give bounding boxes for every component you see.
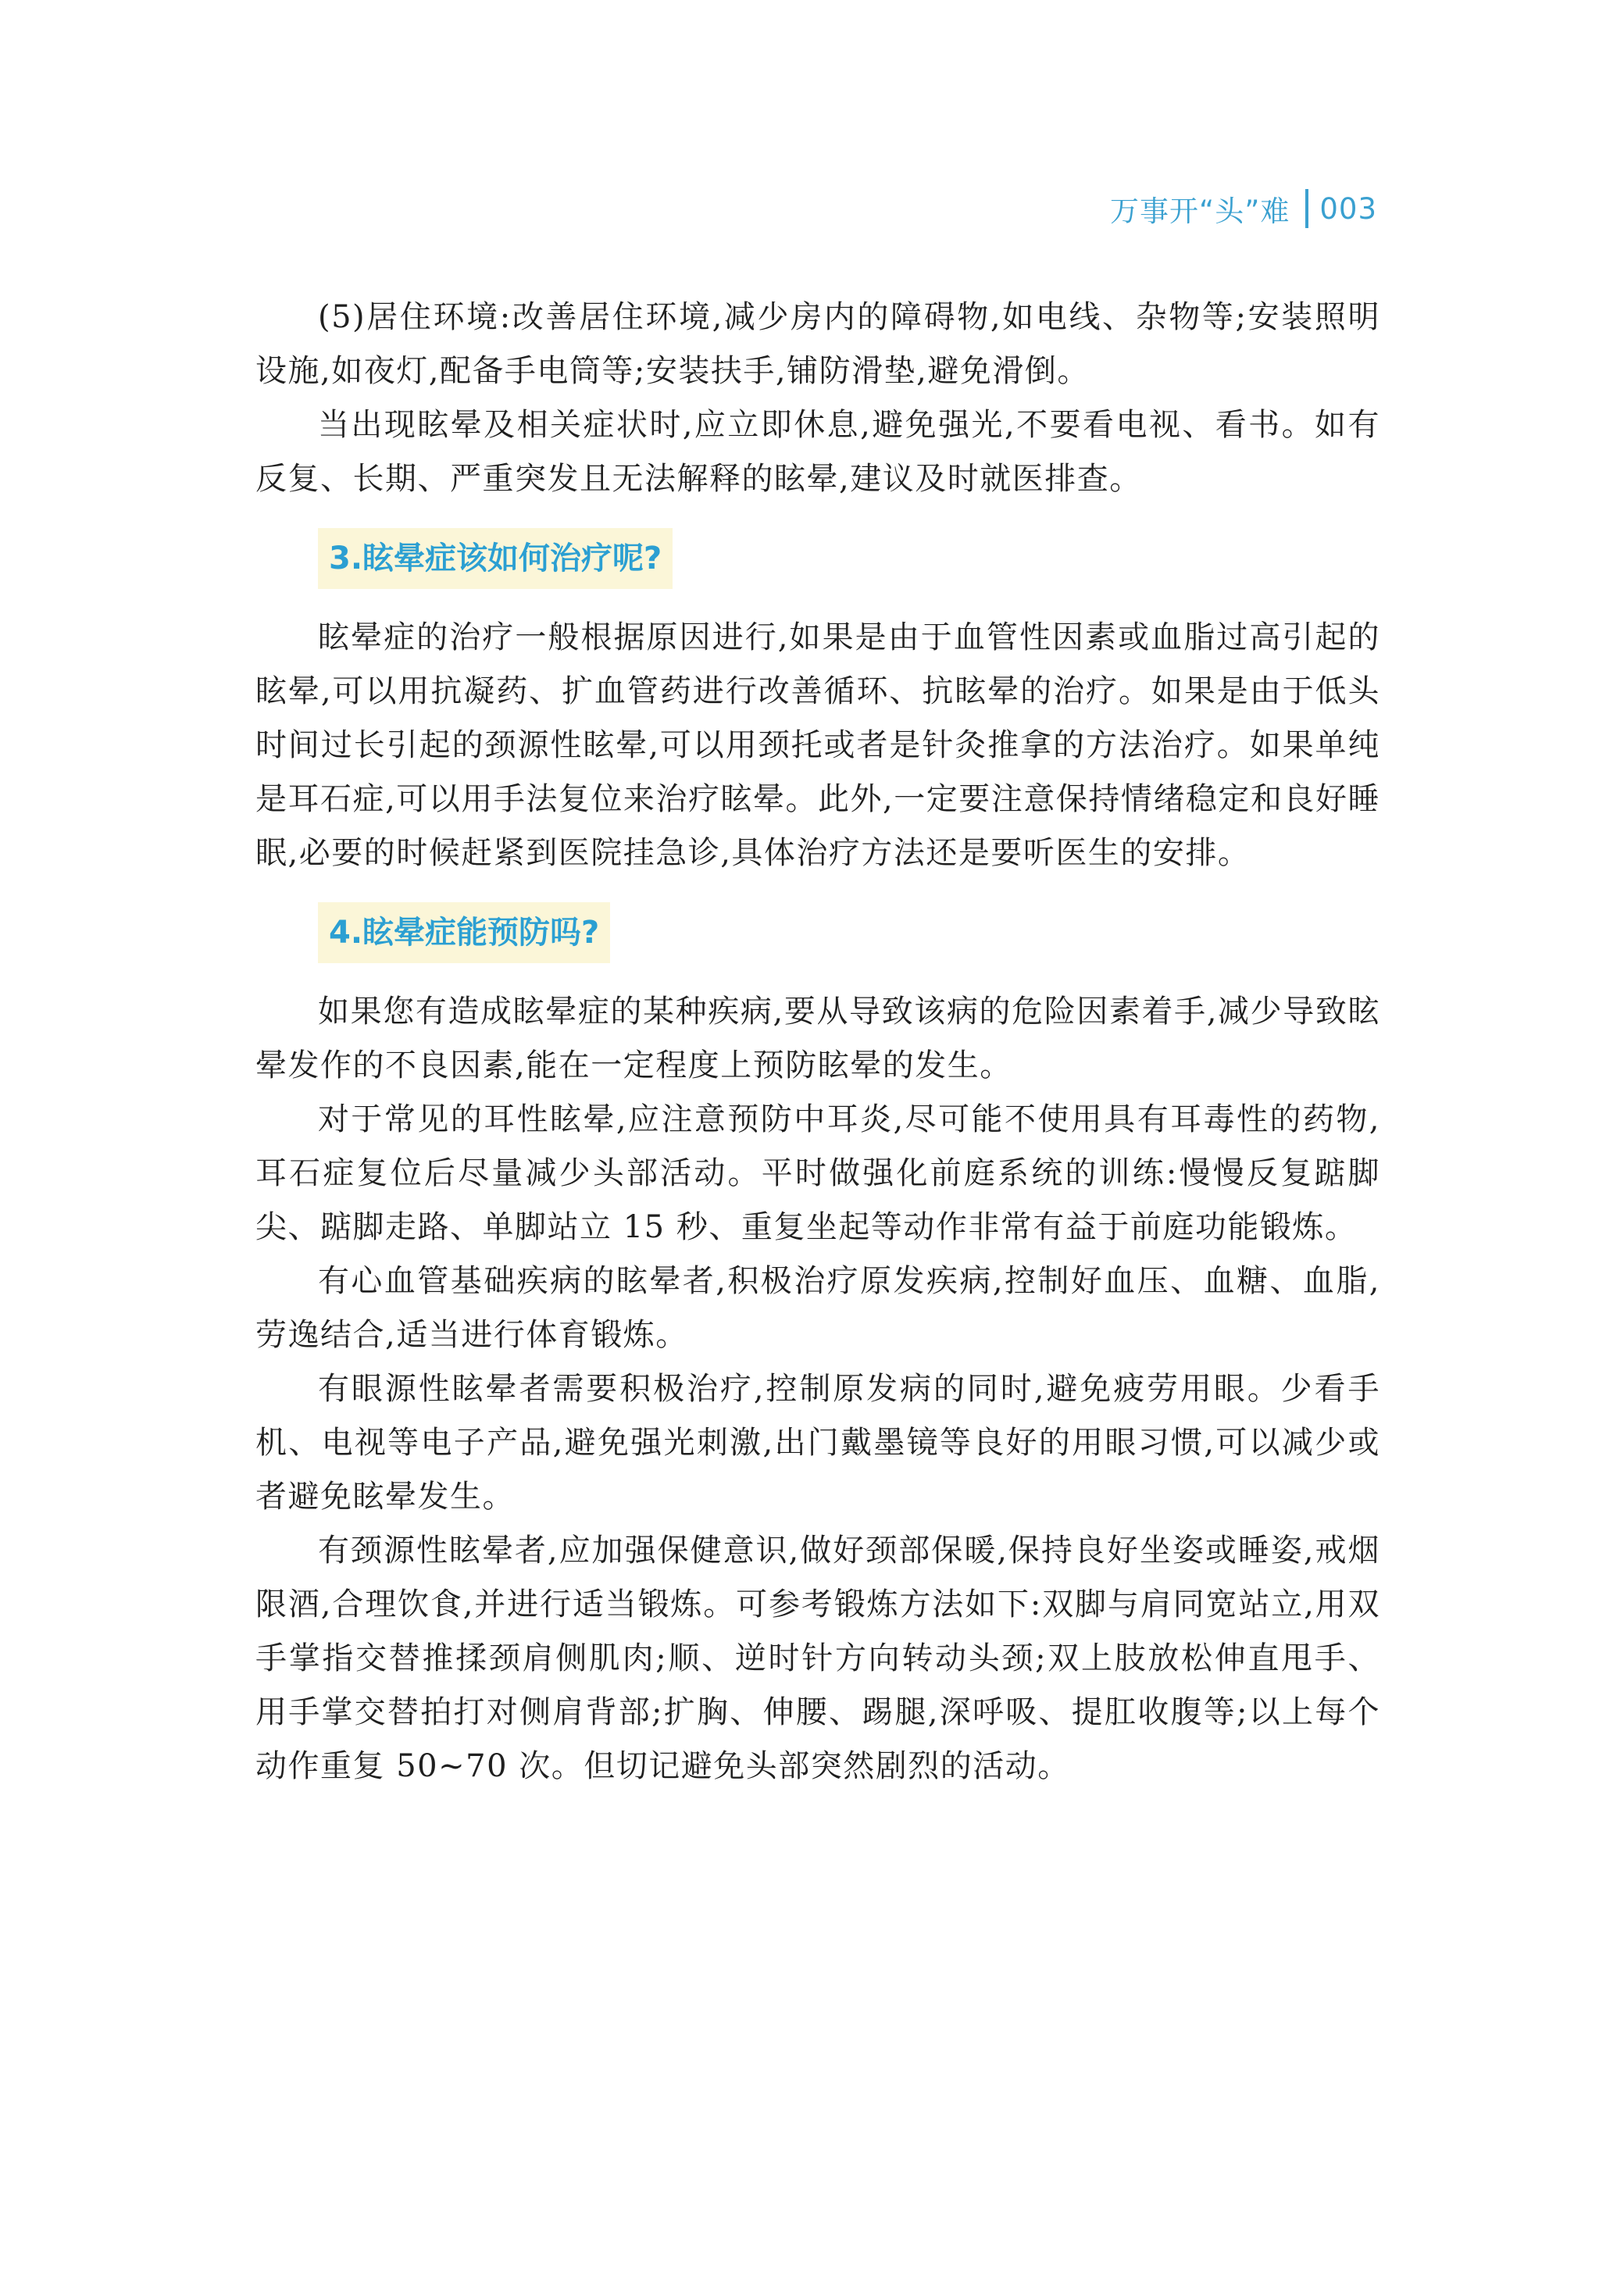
section-3-heading: 3.眩晕症该如何治疗呢? bbox=[318, 528, 673, 589]
paragraph-prevention-intro: 如果您有造成眩晕症的某种疾病,要从导致该病的危险因素着手,减少导致眩晕发作的不良因素,能在一定程度上预防眩晕的发生。 bbox=[255, 994, 1380, 1083]
page-body bbox=[255, 291, 1380, 1794]
page-number: 003 bbox=[1319, 191, 1377, 226]
section-4-heading-wrap bbox=[318, 902, 1380, 963]
paragraph-cardio-vertigo: 有心血管基础疾病的眩晕者,积极治疗原发疾病,控制好血压、血糖、血脂,劳逸结合,适当进行体育锻炼。 bbox=[255, 1263, 1380, 1353]
paragraph-neck-vertigo: 有颈源性眩晕者,应加强保健意识,做好颈部保暖,保持良好坐姿或睡姿,戒烟限酒,合理饮食,并进行适当锻炼。可参考锻炼方法如下:双脚与肩同宽站立,用双手掌指交替推揉颈肩侧肌肉;顺、逆时针方向转动头颈;双上肢放松伸直甩手、用手掌交替拍打对侧肩背部;扩胸、伸腰、踢腿,深呼吸、提肛收腹等;以上每个动作重复 50~70 次。但切记避免头部突然剧烈的活动。 bbox=[255, 1533, 1380, 1784]
paragraph-symptom-advice: 当出现眩晕及相关症状时,应立即休息,避免强光,不要看电视、看书。如有反复、长期、严重突发且无法解释的眩晕,建议及时就医排查。 bbox=[255, 407, 1380, 497]
paragraph-living-environment: (5)居住环境:改善居住环境,减少房内的障碍物,如电线、杂物等;安装照明设施,如夜灯,配备手电筒等;安装扶手,铺防滑垫,避免滑倒。 bbox=[255, 299, 1380, 389]
running-header bbox=[1110, 184, 1377, 233]
section-4-heading: 4.眩晕症能预防吗? bbox=[318, 902, 610, 963]
running-header-title: 万事开“头”难 bbox=[1110, 195, 1290, 228]
paragraph-eye-vertigo: 有眼源性眩晕者需要积极治疗,控制原发病的同时,避免疲劳用眼。少看手机、电视等电子产品,避免强光刺激,出门戴墨镜等良好的用眼习惯,可以减少或者避免眩晕发生。 bbox=[255, 1371, 1380, 1515]
header-divider bbox=[1305, 189, 1308, 228]
paragraph-treatment: 眩晕症的治疗一般根据原因进行,如果是由于血管性因素或血脂过高引起的眩晕,可以用抗凝药、扩血管药进行改善循环、抗眩晕的治疗。如果是由于低头时间过长引起的颈源性眩晕,可以用颈托或者是针灸推拿的方法治疗。如果单纯是耳石症,可以用手法复位来治疗眩晕。此外,一定要注意保持情绪稳定和良好睡眠,必要的时候赶紧到医院挂急诊,具体治疗方法还是要听医生的安排。 bbox=[255, 619, 1380, 871]
paragraph-ear-vertigo: 对于常见的耳性眩晕,应注意预防中耳炎,尽可能不使用具有耳毒性的药物,耳石症复位后尽量减少头部活动。平时做强化前庭系统的训练:慢慢反复踮脚尖、踮脚走路、单脚站立 15 秒、重复坐起等动作非常有益于前庭功能锻炼。 bbox=[255, 1101, 1380, 1245]
section-3-heading-wrap bbox=[318, 528, 1380, 589]
